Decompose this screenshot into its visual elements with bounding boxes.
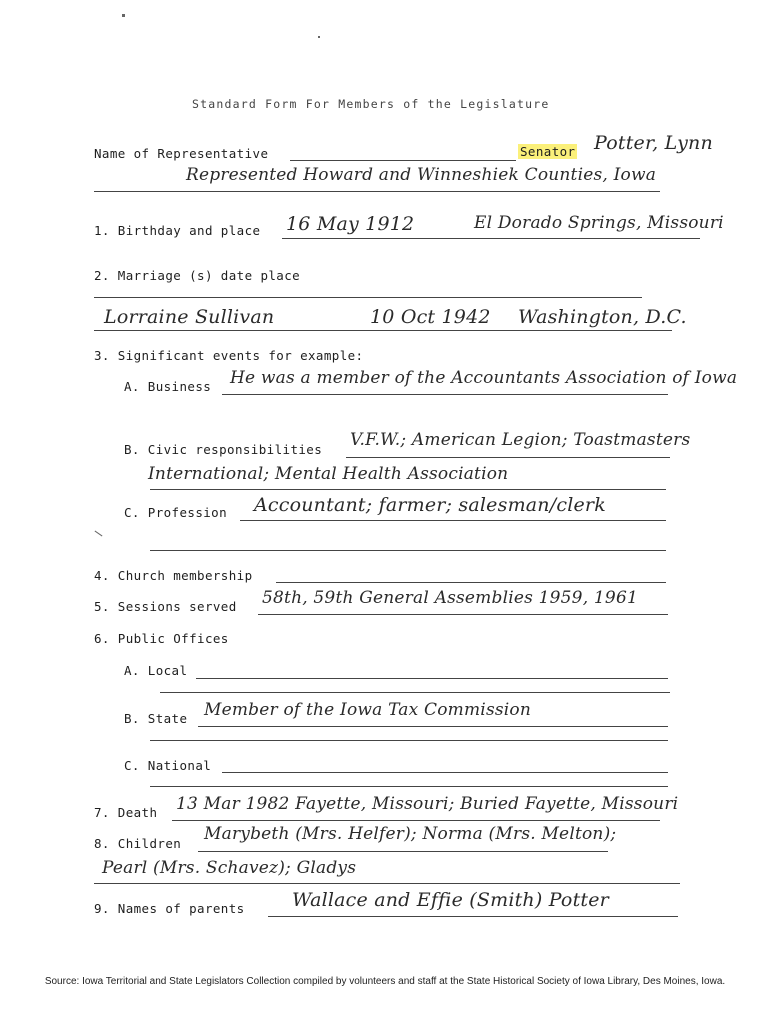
q6b-line (198, 726, 668, 727)
q2-line-2 (94, 330, 672, 331)
q9-value: Wallace and Effie (Smith) Potter (292, 889, 609, 911)
q6a-line-2 (160, 692, 670, 693)
q3b-label: B. Civic responsibilities (124, 442, 323, 457)
name-line2-value: Represented Howard and Winneshiek Counties, Iowa (186, 165, 657, 185)
q3a-value: He was a member of the Accountants Association of Iowa (230, 368, 738, 388)
q2-line (94, 297, 642, 298)
senator-label: Senator (520, 144, 576, 159)
q1-line (282, 238, 700, 239)
form-title: Standard Form For Members of the Legislature (192, 97, 550, 111)
q6a-label: A. Local (124, 663, 188, 678)
q3c-value: Accountant; farmer; salesman/clerk (254, 494, 606, 516)
q7-line (172, 820, 660, 821)
q6c-line-2 (150, 786, 668, 787)
q3b-line-2 (150, 489, 666, 490)
q3-label: 3. Significant events for example: (94, 348, 364, 363)
q2-date: 10 Oct 1942 (370, 306, 491, 328)
scan-speck (122, 14, 125, 17)
q3c-line-2 (150, 550, 666, 551)
q3a-line (222, 394, 668, 395)
q2-spouse: Lorraine Sullivan (104, 306, 275, 328)
q4-line (276, 582, 666, 583)
q3c-label: C. Profession (124, 505, 228, 520)
source-footer: Source: Iowa Territorial and State Legislators Collection compiled by volunteers and staff at the State Historical Society of Iowa Library, Des Moines, Iowa. (44, 976, 726, 987)
q6b-label: B. State (124, 711, 188, 726)
q7-value: 13 Mar 1982 Fayette, Missouri; Buried Fayette, Missouri (176, 794, 679, 814)
q6b-line-2 (150, 740, 668, 741)
q2-place: Washington, D.C. (518, 306, 687, 328)
q9-line (268, 916, 678, 917)
q9-label: 9. Names of parents (94, 901, 245, 916)
q8-value2: Pearl (Mrs. Schavez); Gladys (102, 858, 357, 878)
q8-value: Marybeth (Mrs. Helfer); Norma (Mrs. Melton); (204, 824, 617, 844)
name-value: Potter, Lynn (594, 132, 713, 154)
q6c-label: C. National (124, 758, 212, 773)
scan-speck (318, 36, 320, 38)
q1-place: El Dorado Springs, Missouri (474, 213, 724, 233)
q6-label: 6. Public Offices (94, 631, 229, 646)
q3a-label: A. Business (124, 379, 212, 394)
q4-label: 4. Church membership (94, 568, 253, 583)
scan-speck (95, 531, 103, 537)
q1-date: 16 May 1912 (286, 213, 415, 235)
name-line (290, 160, 516, 161)
q5-value: 58th, 59th General Assemblies 1959, 1961 (262, 588, 638, 608)
q2-label: 2. Marriage (s) date place (94, 268, 301, 283)
q3c-line (240, 520, 666, 521)
q6a-line (196, 678, 668, 679)
q7-label: 7. Death (94, 805, 158, 820)
q6c-line (222, 772, 668, 773)
q3b-value: V.F.W.; American Legion; Toastmasters (350, 430, 691, 450)
q8-label: 8. Children (94, 836, 182, 851)
q3b-value2: International; Mental Health Association (148, 464, 509, 484)
q6b-value: Member of the Iowa Tax Commission (204, 700, 532, 720)
name-line-2 (94, 191, 660, 192)
q5-label: 5. Sessions served (94, 599, 237, 614)
q1-label: 1. Birthday and place (94, 223, 261, 238)
name-label: Name of Representative (94, 146, 269, 161)
q3b-line (346, 457, 670, 458)
q8-line-2 (94, 883, 680, 884)
q8-line (198, 851, 608, 852)
q5-line (258, 614, 668, 615)
